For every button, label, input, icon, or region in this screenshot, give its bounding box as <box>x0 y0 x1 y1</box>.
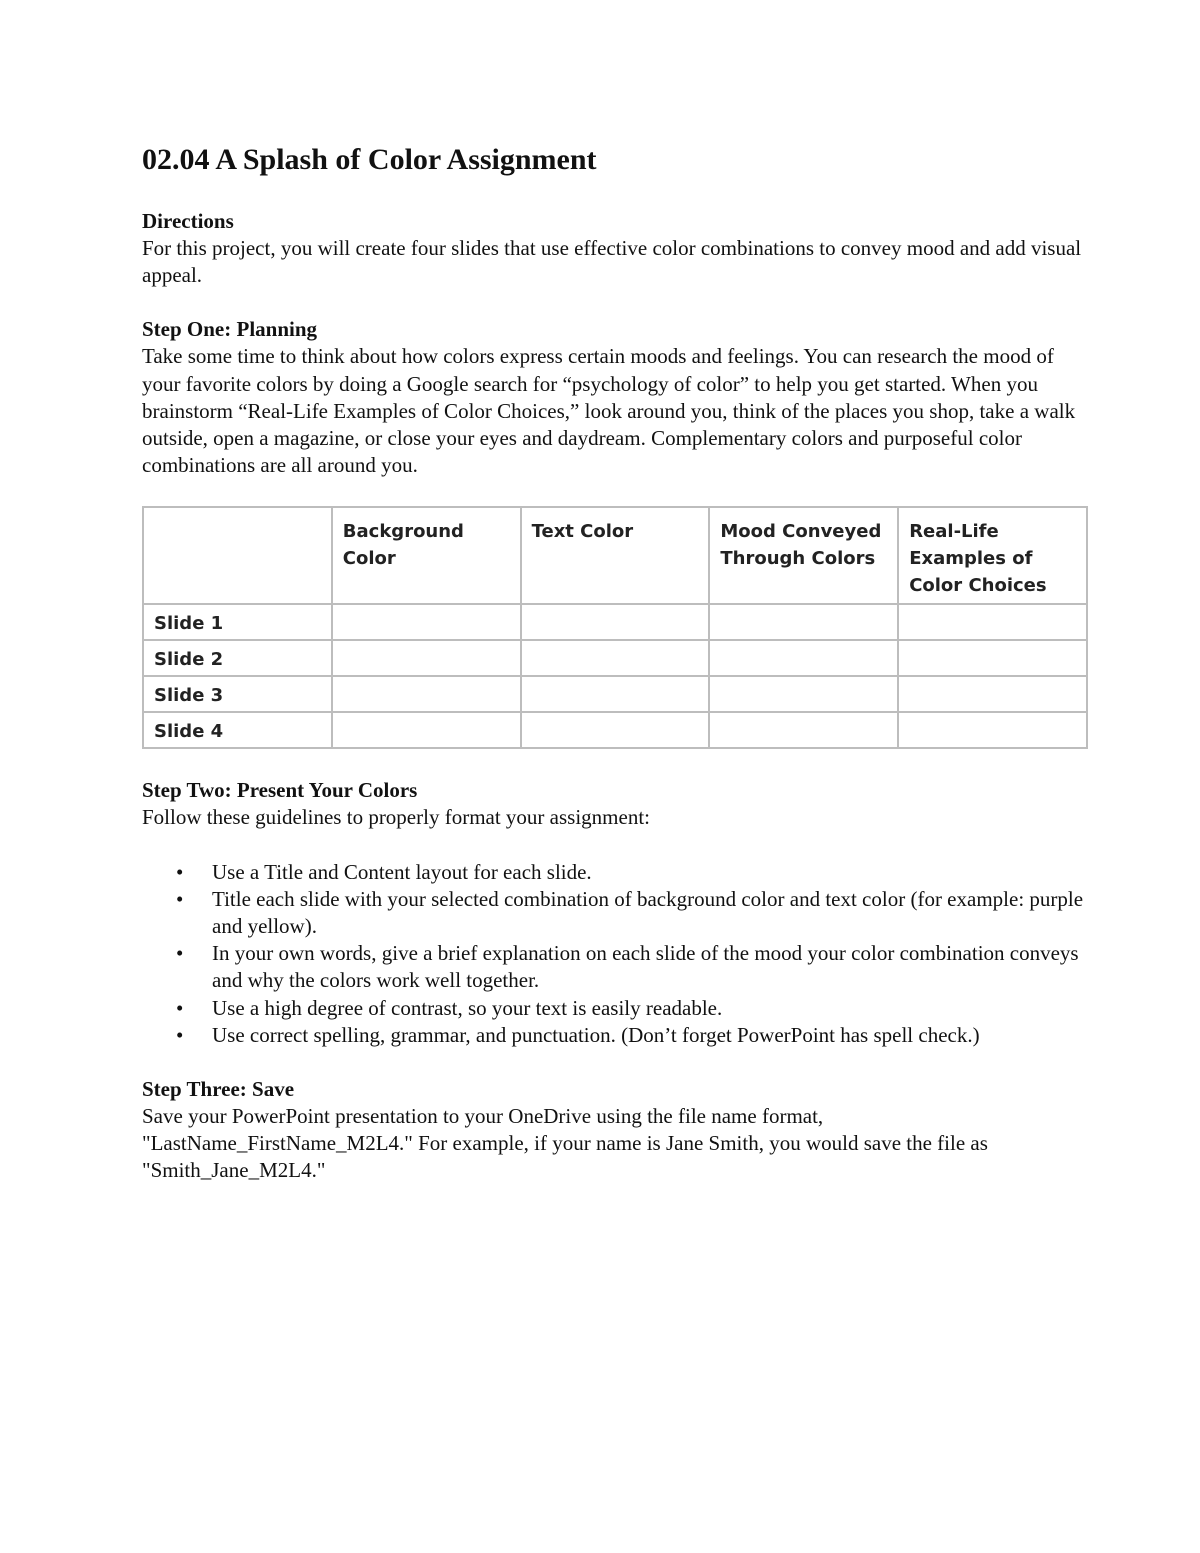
table-row <box>143 676 1087 712</box>
table-cell[interactable] <box>521 640 710 676</box>
guidelines-list <box>142 859 1088 1049</box>
step-two-heading: Step Two: Present Your Colors <box>142 778 418 803</box>
row-label: Slide 4 <box>143 712 332 748</box>
list-item <box>142 859 1088 886</box>
step-two-section <box>142 777 1088 1049</box>
table-header-cell: Real-Life Examples of Color Choices <box>898 507 1087 604</box>
step-three-text: Save your PowerPoint presentation to your OneDrive using the file name format, "LastName_FirstName_M2L4." For example, if your name is Jane Smith, you would save the file as "Smith_Jane_M2L4." <box>142 1104 988 1183</box>
table-header-cell: Text Color <box>521 507 710 604</box>
list-item <box>142 1022 1088 1049</box>
list-item-text: Title each slide with your selected combination of background color and text color (for example: purple and yellow). <box>212 886 1084 939</box>
bullet-icon: • <box>176 995 184 1020</box>
table-header-row <box>143 507 1087 604</box>
list-item-text: Use a high degree of contrast, so your text is easily readable. <box>212 995 723 1020</box>
table-cell[interactable] <box>898 604 1087 640</box>
table-row <box>143 604 1087 640</box>
table-header-cell: Mood Conveyed Through Colors <box>709 507 898 604</box>
bullet-icon: • <box>176 886 184 911</box>
table-row <box>143 712 1087 748</box>
table-cell[interactable] <box>521 676 710 712</box>
list-item <box>142 995 1088 1022</box>
step-three-section <box>142 1076 1088 1185</box>
list-item-text: Use correct spelling, grammar, and punctuation. (Don’t forget PowerPoint has spell check.) <box>212 1022 980 1047</box>
table-cell[interactable] <box>332 604 521 640</box>
row-label: Slide 2 <box>143 640 332 676</box>
table-cell[interactable] <box>898 712 1087 748</box>
color-planning-table <box>142 506 1088 749</box>
table-cell[interactable] <box>521 712 710 748</box>
table-cell[interactable] <box>898 676 1087 712</box>
directions-heading: Directions <box>142 209 234 233</box>
table-header-cell <box>143 507 332 604</box>
table-cell[interactable] <box>709 676 898 712</box>
table-cell[interactable] <box>709 712 898 748</box>
table-cell[interactable] <box>332 712 521 748</box>
step-three-heading: Step Three: Save <box>142 1077 295 1102</box>
directions-text: For this project, you will create four slides that use effective color combinations to convey mood and add visual appeal. <box>142 236 1082 288</box>
bullet-icon: • <box>176 859 184 884</box>
directions-section <box>142 208 1088 289</box>
page-title: 02.04 A Splash of Color Assignment <box>142 143 597 176</box>
row-label: Slide 1 <box>143 604 332 640</box>
row-label: Slide 3 <box>143 676 332 712</box>
document-page <box>142 138 1088 1185</box>
list-item <box>142 940 1088 994</box>
table-cell[interactable] <box>332 640 521 676</box>
bullet-icon: • <box>176 941 184 966</box>
list-item <box>142 886 1088 940</box>
table-cell[interactable] <box>898 640 1087 676</box>
list-item-text: Use a Title and Content layout for each slide. <box>212 859 592 884</box>
list-item-text: In your own words, give a brief explanation on each slide of the mood your color combination conveys and why the colors work well together. <box>212 941 1079 993</box>
table-cell[interactable] <box>521 604 710 640</box>
step-one-heading: Step One: Planning <box>142 317 318 342</box>
table-cell[interactable] <box>332 676 521 712</box>
step-one-text: Take some time to think about how colors express certain moods and feelings. You can research the mood of your favorite colors by doing a Google search for “psychology of color” to help you get started. When you brainstorm “Real-Life Examples of Color Choices,” look around you, think of the places you shop, take a walk outside, open a magazine, or close your eyes and daydream. Complementary colors and purposeful color combinations are all around you. <box>142 344 1076 478</box>
table-header-cell: Background Color <box>332 507 521 604</box>
table-cell[interactable] <box>709 604 898 640</box>
table-row <box>143 640 1087 676</box>
step-one-section <box>142 316 1088 479</box>
table-cell[interactable] <box>709 640 898 676</box>
step-two-text: Follow these guidelines to properly format your assignment: <box>142 805 650 830</box>
bullet-icon: • <box>176 1022 184 1047</box>
